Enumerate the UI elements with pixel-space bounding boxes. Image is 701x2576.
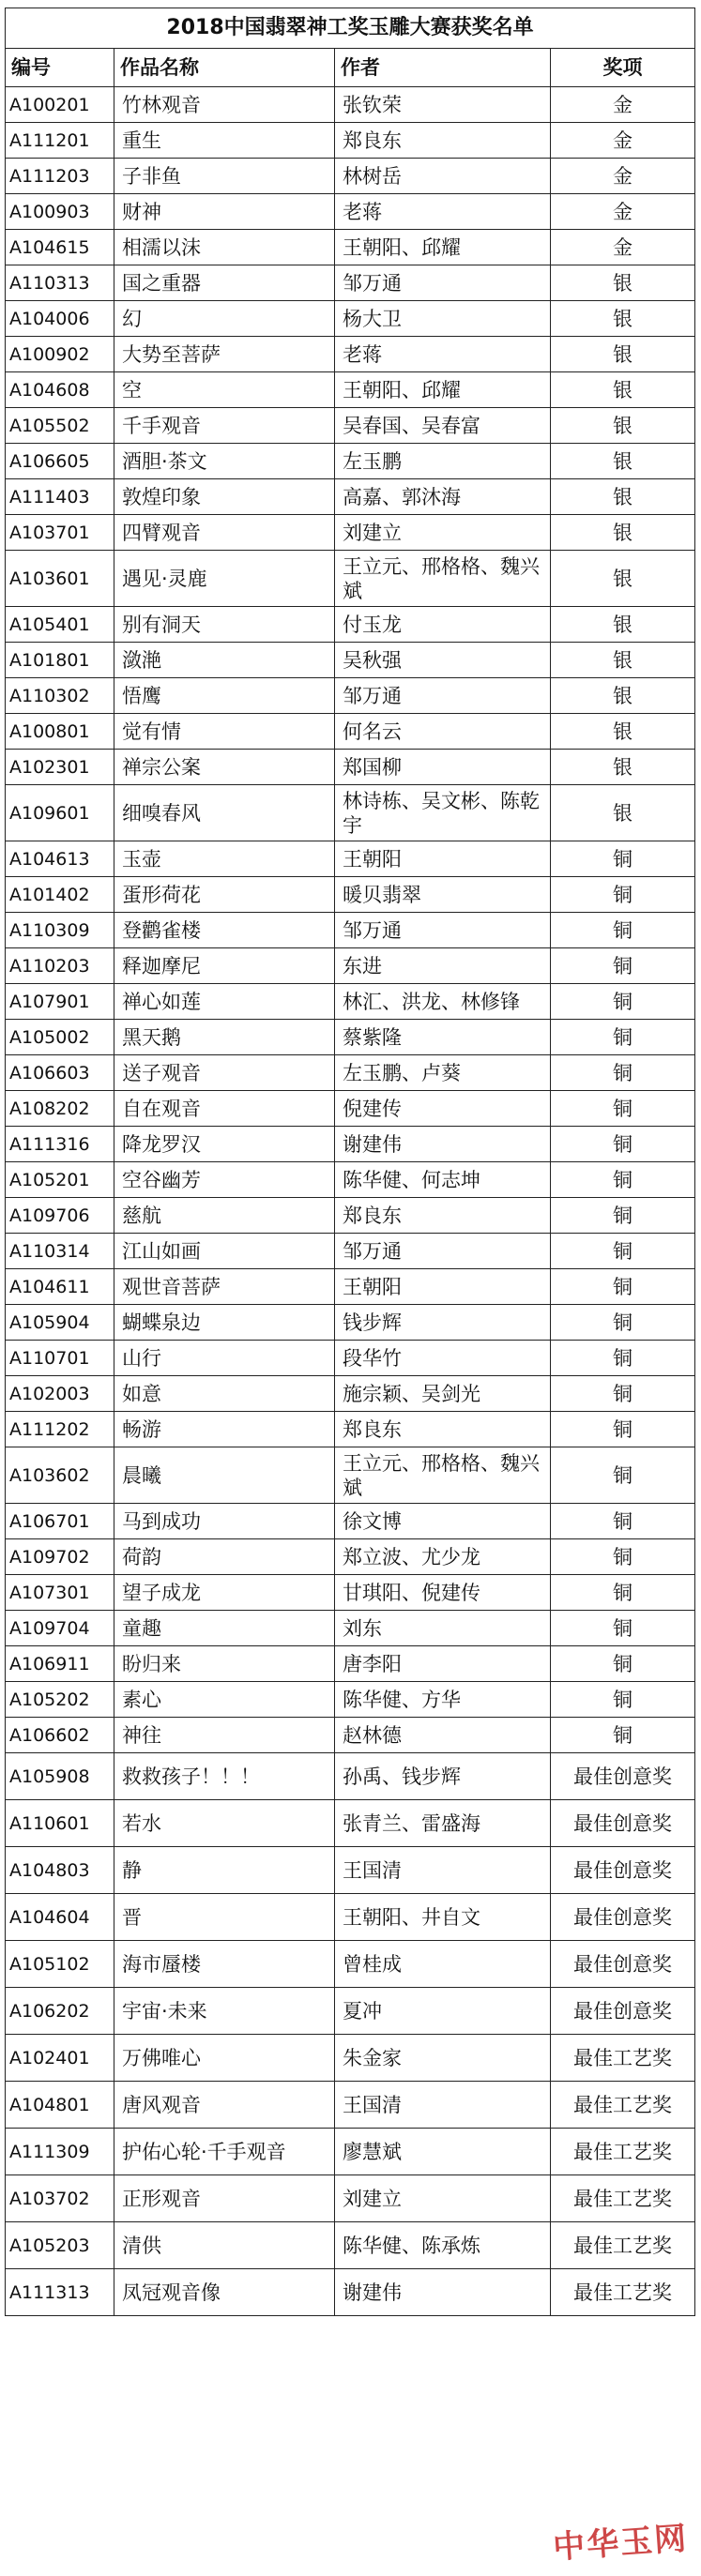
cell-code: A105904 <box>6 1305 114 1341</box>
cell-author: 郑立波、尤少龙 <box>335 1539 551 1575</box>
cell-award: 最佳创意奖 <box>551 1753 695 1800</box>
cell-award: 银 <box>551 785 695 841</box>
table-row <box>6 1847 695 1894</box>
cell-author: 段华竹 <box>335 1341 551 1376</box>
cell-author: 朱金家 <box>335 2035 551 2082</box>
cell-award: 铜 <box>551 1341 695 1376</box>
cell-code: A109601 <box>6 785 114 841</box>
cell-author: 甘琪阳、倪建传 <box>335 1575 551 1611</box>
table-row <box>6 2082 695 2129</box>
table-row <box>6 913 695 948</box>
cell-code: A105203 <box>6 2222 114 2269</box>
table-row <box>6 337 695 372</box>
cell-name: 童趣 <box>114 1611 335 1646</box>
cell-name: 国之重器 <box>114 265 335 301</box>
table-row <box>6 1447 695 1504</box>
table-row <box>6 87 695 123</box>
cell-award: 银 <box>551 551 695 607</box>
cell-author: 王朝阳、邱耀 <box>335 372 551 408</box>
cell-award: 铜 <box>551 1269 695 1305</box>
cell-award: 铜 <box>551 1091 695 1127</box>
cell-award: 银 <box>551 714 695 750</box>
cell-author: 郑良东 <box>335 123 551 159</box>
cell-author: 林树岳 <box>335 159 551 194</box>
cell-author: 刘东 <box>335 1611 551 1646</box>
cell-award: 铜 <box>551 1646 695 1682</box>
cell-name: 玉壶 <box>114 841 335 877</box>
cell-code: A102301 <box>6 750 114 785</box>
cell-code: A103702 <box>6 2175 114 2222</box>
column-header-award: 奖项 <box>551 49 695 87</box>
cell-award: 最佳工艺奖 <box>551 2175 695 2222</box>
cell-name: 马到成功 <box>114 1504 335 1539</box>
cell-author: 刘建立 <box>335 2175 551 2222</box>
cell-author: 曾桂成 <box>335 1941 551 1988</box>
table-row <box>6 1127 695 1162</box>
table-row <box>6 750 695 785</box>
cell-author: 王朝阳、井自文 <box>335 1894 551 1941</box>
cell-award: 铜 <box>551 1412 695 1447</box>
table-row <box>6 123 695 159</box>
table-row <box>6 1341 695 1376</box>
cell-author: 左玉鹏 <box>335 444 551 479</box>
cell-award: 铜 <box>551 1539 695 1575</box>
cell-author: 倪建传 <box>335 1091 551 1127</box>
table-row <box>6 607 695 643</box>
cell-author: 王立元、邢格格、魏兴斌 <box>335 551 551 607</box>
cell-code: A109702 <box>6 1539 114 1575</box>
table-row <box>6 984 695 1020</box>
cell-award: 铜 <box>551 1305 695 1341</box>
table-row <box>6 408 695 444</box>
cell-code: A105908 <box>6 1753 114 1800</box>
cell-code: A104803 <box>6 1847 114 1894</box>
cell-name: 蝴蝶泉边 <box>114 1305 335 1341</box>
cell-author: 暖贝翡翠 <box>335 877 551 913</box>
cell-award: 金 <box>551 194 695 230</box>
table-row <box>6 159 695 194</box>
cell-code: A102003 <box>6 1376 114 1412</box>
table-row <box>6 1894 695 1941</box>
cell-name: 畅游 <box>114 1412 335 1447</box>
cell-award: 最佳工艺奖 <box>551 2222 695 2269</box>
cell-code: A107901 <box>6 984 114 1020</box>
cell-award: 铜 <box>551 1504 695 1539</box>
cell-name: 万佛唯心 <box>114 2035 335 2082</box>
cell-name: 重生 <box>114 123 335 159</box>
table-row <box>6 1646 695 1682</box>
cell-award: 金 <box>551 230 695 265</box>
table-row <box>6 1269 695 1305</box>
cell-author: 王朝阳 <box>335 1269 551 1305</box>
table-row <box>6 551 695 607</box>
column-header-name: 作品名称 <box>114 49 335 87</box>
table-row <box>6 1305 695 1341</box>
cell-code: A111202 <box>6 1412 114 1447</box>
cell-code: A100801 <box>6 714 114 750</box>
table-row <box>6 372 695 408</box>
cell-code: A110302 <box>6 678 114 714</box>
cell-award: 银 <box>551 444 695 479</box>
table-row <box>6 1611 695 1646</box>
table-row <box>6 2035 695 2082</box>
cell-code: A102401 <box>6 2035 114 2082</box>
cell-award: 铜 <box>551 1682 695 1718</box>
cell-name: 登鹳雀楼 <box>114 913 335 948</box>
cell-author: 唐李阳 <box>335 1646 551 1682</box>
cell-author: 郑良东 <box>335 1198 551 1234</box>
cell-code: A110313 <box>6 265 114 301</box>
cell-author: 老蒋 <box>335 337 551 372</box>
cell-code: A106605 <box>6 444 114 479</box>
cell-author: 谢建伟 <box>335 2269 551 2316</box>
cell-author: 邹万通 <box>335 678 551 714</box>
table-row <box>6 948 695 984</box>
table-row <box>6 230 695 265</box>
cell-author: 邹万通 <box>335 1234 551 1269</box>
cell-code: A111309 <box>6 2129 114 2175</box>
cell-award: 银 <box>551 750 695 785</box>
cell-code: A101801 <box>6 643 114 678</box>
cell-award: 铜 <box>551 1447 695 1504</box>
cell-author: 林诗栋、吴文彬、陈乾宇 <box>335 785 551 841</box>
cell-name: 神往 <box>114 1718 335 1753</box>
cell-award: 金 <box>551 87 695 123</box>
cell-code: A103601 <box>6 551 114 607</box>
cell-code: A110701 <box>6 1341 114 1376</box>
cell-author: 吴秋强 <box>335 643 551 678</box>
cell-name: 慈航 <box>114 1198 335 1234</box>
cell-award: 铜 <box>551 948 695 984</box>
cell-code: A110314 <box>6 1234 114 1269</box>
cell-name: 海市蜃楼 <box>114 1941 335 1988</box>
cell-code: A103701 <box>6 515 114 551</box>
cell-code: A103602 <box>6 1447 114 1504</box>
cell-name: 幻 <box>114 301 335 337</box>
cell-code: A111313 <box>6 2269 114 2316</box>
table-row <box>6 1234 695 1269</box>
table-row <box>6 2129 695 2175</box>
cell-name: 如意 <box>114 1376 335 1412</box>
cell-author: 王朝阳、邱耀 <box>335 230 551 265</box>
award-table <box>5 8 695 2316</box>
cell-code: A104613 <box>6 841 114 877</box>
cell-name: 空 <box>114 372 335 408</box>
cell-name: 财神 <box>114 194 335 230</box>
cell-code: A106603 <box>6 1055 114 1091</box>
cell-code: A105502 <box>6 408 114 444</box>
cell-code: A101402 <box>6 877 114 913</box>
cell-award: 银 <box>551 265 695 301</box>
cell-name: 相濡以沫 <box>114 230 335 265</box>
cell-author: 徐文博 <box>335 1504 551 1539</box>
cell-name: 觉有情 <box>114 714 335 750</box>
cell-author: 何名云 <box>335 714 551 750</box>
cell-award: 铜 <box>551 1162 695 1198</box>
cell-name: 江山如画 <box>114 1234 335 1269</box>
cell-author: 钱步辉 <box>335 1305 551 1341</box>
cell-author: 陈华健、何志坤 <box>335 1162 551 1198</box>
cell-code: A106911 <box>6 1646 114 1682</box>
cell-name: 晋 <box>114 1894 335 1941</box>
table-row <box>6 841 695 877</box>
table-row <box>6 714 695 750</box>
cell-code: A104611 <box>6 1269 114 1305</box>
table-row <box>6 2175 695 2222</box>
cell-author: 谢建伟 <box>335 1127 551 1162</box>
cell-author: 高嘉、郭沐海 <box>335 479 551 515</box>
cell-name: 自在观音 <box>114 1091 335 1127</box>
cell-award: 银 <box>551 479 695 515</box>
cell-author: 邹万通 <box>335 913 551 948</box>
cell-name: 护佑心轮·千手观音 <box>114 2129 335 2175</box>
cell-name: 山行 <box>114 1341 335 1376</box>
cell-name: 降龙罗汉 <box>114 1127 335 1162</box>
cell-name: 千手观音 <box>114 408 335 444</box>
cell-award: 铜 <box>551 1575 695 1611</box>
cell-author: 孙禹、钱步辉 <box>335 1753 551 1800</box>
cell-award: 银 <box>551 301 695 337</box>
cell-code: A106602 <box>6 1718 114 1753</box>
cell-code: A111403 <box>6 479 114 515</box>
cell-name: 蛋形荷花 <box>114 877 335 913</box>
table-row <box>6 1718 695 1753</box>
cell-code: A105201 <box>6 1162 114 1198</box>
cell-code: A105002 <box>6 1020 114 1055</box>
table-row <box>6 877 695 913</box>
cell-code: A105102 <box>6 1941 114 1988</box>
table-row <box>6 265 695 301</box>
cell-code: A109706 <box>6 1198 114 1234</box>
table-row <box>6 301 695 337</box>
cell-award: 银 <box>551 678 695 714</box>
cell-code: A111201 <box>6 123 114 159</box>
cell-award: 金 <box>551 159 695 194</box>
cell-award: 银 <box>551 643 695 678</box>
cell-name: 唐风观音 <box>114 2082 335 2129</box>
cell-award: 最佳创意奖 <box>551 1988 695 2035</box>
cell-author: 施宗颖、吴剑光 <box>335 1376 551 1412</box>
cell-code: A108202 <box>6 1091 114 1127</box>
cell-award: 最佳工艺奖 <box>551 2269 695 2316</box>
table-row <box>6 1941 695 1988</box>
cell-name: 观世音菩萨 <box>114 1269 335 1305</box>
cell-award: 银 <box>551 372 695 408</box>
cell-name: 禅宗公案 <box>114 750 335 785</box>
table-row <box>6 444 695 479</box>
cell-code: A106701 <box>6 1504 114 1539</box>
cell-author: 付玉龙 <box>335 607 551 643</box>
cell-name: 送子观音 <box>114 1055 335 1091</box>
cell-code: A100902 <box>6 337 114 372</box>
cell-name: 正形观音 <box>114 2175 335 2222</box>
cell-author: 郑良东 <box>335 1412 551 1447</box>
cell-author: 赵林德 <box>335 1718 551 1753</box>
cell-name: 救救孩子！！！ <box>114 1753 335 1800</box>
cell-author: 蔡紫隆 <box>335 1020 551 1055</box>
page-title: 2018中国翡翠神工奖玉雕大赛获奖名单 <box>6 8 695 49</box>
cell-award: 最佳工艺奖 <box>551 2082 695 2129</box>
cell-author: 陈华健、方华 <box>335 1682 551 1718</box>
cell-award: 铜 <box>551 1611 695 1646</box>
cell-name: 宇宙·未来 <box>114 1988 335 2035</box>
cell-award: 铜 <box>551 1718 695 1753</box>
cell-code: A111203 <box>6 159 114 194</box>
cell-name: 荷韵 <box>114 1539 335 1575</box>
cell-name: 望子成龙 <box>114 1575 335 1611</box>
cell-author: 杨大卫 <box>335 301 551 337</box>
table-row <box>6 1800 695 1847</box>
table-row <box>6 785 695 841</box>
cell-name: 黑天鹅 <box>114 1020 335 1055</box>
table-row <box>6 2222 695 2269</box>
table-row <box>6 1753 695 1800</box>
cell-award: 铜 <box>551 1055 695 1091</box>
cell-author: 老蒋 <box>335 194 551 230</box>
cell-name: 释迦摩尼 <box>114 948 335 984</box>
cell-award: 银 <box>551 408 695 444</box>
cell-code: A106202 <box>6 1988 114 2035</box>
cell-name: 静 <box>114 1847 335 1894</box>
cell-name: 子非鱼 <box>114 159 335 194</box>
cell-code: A105202 <box>6 1682 114 1718</box>
cell-author: 陈华健、陈承炼 <box>335 2222 551 2269</box>
cell-award: 银 <box>551 515 695 551</box>
cell-award: 铜 <box>551 1376 695 1412</box>
cell-author: 邹万通 <box>335 265 551 301</box>
table-row <box>6 515 695 551</box>
cell-award: 铜 <box>551 984 695 1020</box>
cell-award: 银 <box>551 337 695 372</box>
cell-code: A110601 <box>6 1800 114 1847</box>
cell-code: A104615 <box>6 230 114 265</box>
cell-author: 王立元、邢格格、魏兴斌 <box>335 1447 551 1504</box>
cell-award: 最佳创意奖 <box>551 1941 695 1988</box>
table-body <box>6 87 695 2316</box>
cell-name: 盼归来 <box>114 1646 335 1682</box>
cell-code: A104801 <box>6 2082 114 2129</box>
cell-author: 廖慧斌 <box>335 2129 551 2175</box>
cell-name: 凤冠观音像 <box>114 2269 335 2316</box>
cell-name: 大势至菩萨 <box>114 337 335 372</box>
table-row <box>6 1020 695 1055</box>
table-row <box>6 194 695 230</box>
cell-award: 最佳工艺奖 <box>551 2129 695 2175</box>
cell-award: 最佳创意奖 <box>551 1847 695 1894</box>
cell-name: 素心 <box>114 1682 335 1718</box>
cell-author: 王国清 <box>335 1847 551 1894</box>
cell-award: 最佳创意奖 <box>551 1800 695 1847</box>
cell-code: A107301 <box>6 1575 114 1611</box>
cell-award: 最佳工艺奖 <box>551 2035 695 2082</box>
table-row <box>6 1162 695 1198</box>
table-row <box>6 1055 695 1091</box>
cell-author: 林汇、洪龙、林修锋 <box>335 984 551 1020</box>
cell-author: 郑国柳 <box>335 750 551 785</box>
cell-code: A109704 <box>6 1611 114 1646</box>
cell-code: A104006 <box>6 301 114 337</box>
cell-author: 刘建立 <box>335 515 551 551</box>
cell-code: A110309 <box>6 913 114 948</box>
cell-code: A104608 <box>6 372 114 408</box>
watermark-logo: 中华玉网 <box>552 2520 690 2567</box>
table-row <box>6 1091 695 1127</box>
cell-award: 金 <box>551 123 695 159</box>
cell-name: 晨曦 <box>114 1447 335 1504</box>
table-row <box>6 678 695 714</box>
cell-name: 空谷幽芳 <box>114 1162 335 1198</box>
cell-author: 东进 <box>335 948 551 984</box>
cell-name: 酒胆·茶文 <box>114 444 335 479</box>
cell-award: 铜 <box>551 913 695 948</box>
table-row <box>6 1575 695 1611</box>
table-row <box>6 1539 695 1575</box>
column-header-author: 作者 <box>335 49 551 87</box>
cell-award: 银 <box>551 607 695 643</box>
cell-author: 王国清 <box>335 2082 551 2129</box>
table-row <box>6 1504 695 1539</box>
cell-award: 最佳创意奖 <box>551 1894 695 1941</box>
cell-author: 张青兰、雷盛海 <box>335 1800 551 1847</box>
cell-author: 夏冲 <box>335 1988 551 2035</box>
table-row <box>6 643 695 678</box>
cell-name: 若水 <box>114 1800 335 1847</box>
cell-award: 铜 <box>551 841 695 877</box>
cell-name: 细嗅春风 <box>114 785 335 841</box>
cell-name: 敦煌印象 <box>114 479 335 515</box>
cell-award: 铜 <box>551 1234 695 1269</box>
cell-name: 潋滟 <box>114 643 335 678</box>
table-row <box>6 1198 695 1234</box>
table-row <box>6 1412 695 1447</box>
award-list-sheet <box>5 8 694 2316</box>
table-row <box>6 2269 695 2316</box>
cell-code: A100201 <box>6 87 114 123</box>
cell-code: A105401 <box>6 607 114 643</box>
table-row <box>6 479 695 515</box>
cell-award: 铜 <box>551 877 695 913</box>
cell-name: 禅心如莲 <box>114 984 335 1020</box>
cell-award: 铜 <box>551 1020 695 1055</box>
cell-code: A104604 <box>6 1894 114 1941</box>
cell-author: 张钦荣 <box>335 87 551 123</box>
table-row <box>6 1682 695 1718</box>
cell-author: 吴春国、吴春富 <box>335 408 551 444</box>
cell-code: A100903 <box>6 194 114 230</box>
cell-code: A111316 <box>6 1127 114 1162</box>
cell-code: A110203 <box>6 948 114 984</box>
cell-author: 王朝阳 <box>335 841 551 877</box>
table-row <box>6 1376 695 1412</box>
cell-award: 铜 <box>551 1127 695 1162</box>
cell-author: 左玉鹏、卢葵 <box>335 1055 551 1091</box>
cell-name: 遇见·灵鹿 <box>114 551 335 607</box>
cell-name: 别有洞天 <box>114 607 335 643</box>
table-row <box>6 1988 695 2035</box>
column-header-code: 编号 <box>6 49 114 87</box>
cell-name: 四臂观音 <box>114 515 335 551</box>
cell-name: 悟鹰 <box>114 678 335 714</box>
cell-name: 清供 <box>114 2222 335 2269</box>
cell-award: 铜 <box>551 1198 695 1234</box>
cell-name: 竹林观音 <box>114 87 335 123</box>
